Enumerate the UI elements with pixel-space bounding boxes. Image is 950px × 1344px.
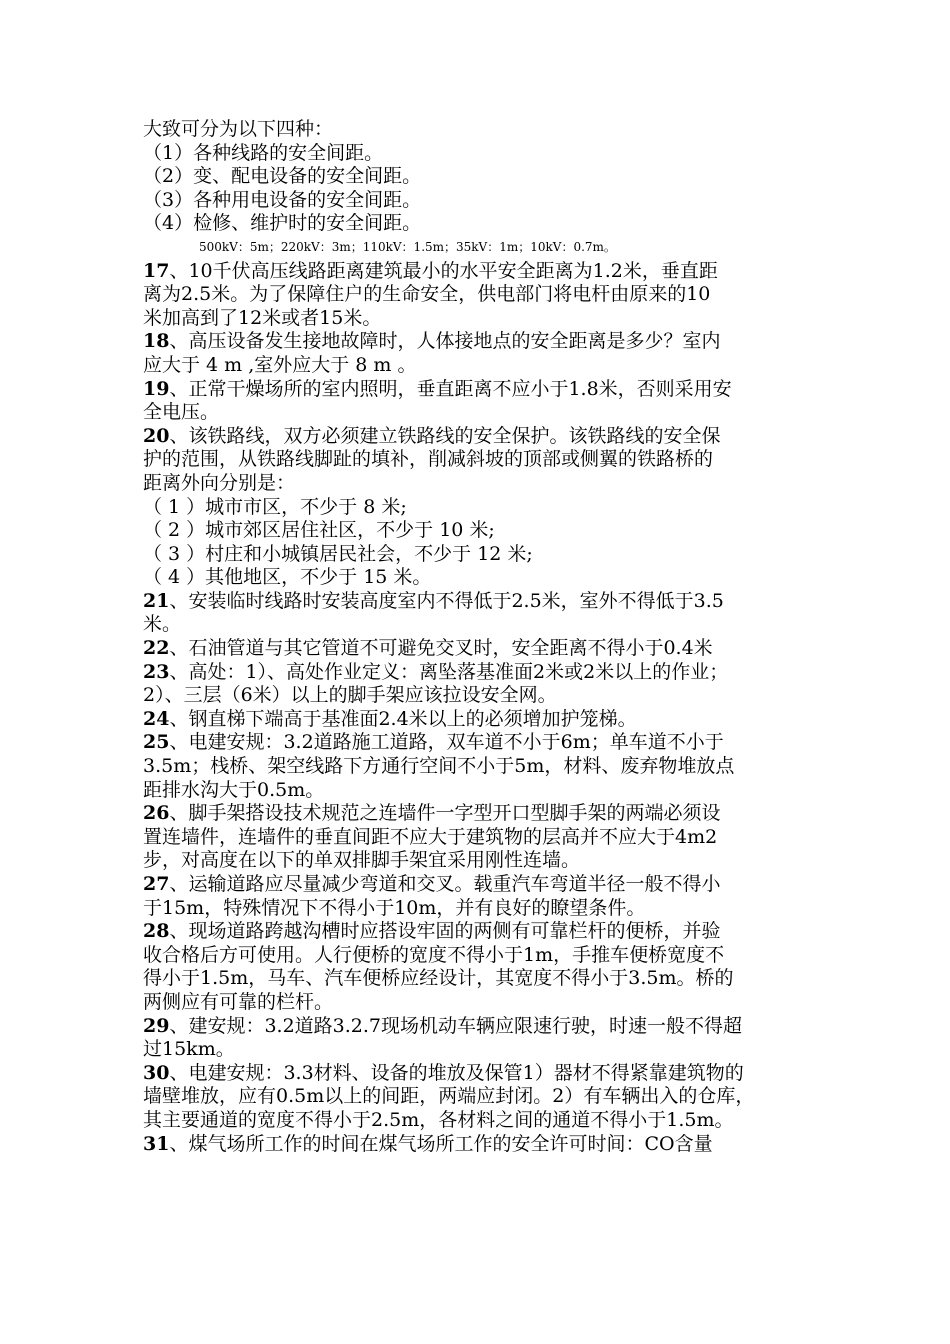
text-line [143,944,813,968]
text-line [143,684,813,708]
text-line [143,236,813,260]
line-text: 米。 [143,613,182,636]
line-text: 、电建安规：3.3材料、设备的堆放及保管1）器材不得紧靠建筑物的 [169,1061,744,1084]
text-line [143,566,813,590]
line-text: （ 4 ）其他地区，不少于 15 米。 [143,566,432,589]
line-text: （ 2 ）城市郊区居住社区，不少于 10 米; [143,519,495,542]
line-text: 全电压。 [143,401,220,424]
text-line [143,897,813,921]
text-line [143,1085,813,1109]
text-line [143,330,813,354]
line-text: 置连墙件，连墙件的垂直间距不应大于建筑物的层高并不应大于4m2 [143,825,718,848]
line-text: 、现场道路跨越沟槽时应搭设牢固的两侧有可靠栏杆的便桥，并验 [169,920,721,943]
line-text: 、石油管道与其它管道不可避免交叉时，安全距离不得小于0.4米 [169,637,713,660]
line-text: 、正常干燥场所的室内照明，垂直距离不应小于1.8米，否则采用安 [169,377,732,400]
line-text: 米加高到了12米或者15米。 [143,306,382,329]
text-line [143,543,813,567]
item-number: 29 [143,1014,170,1037]
item-number: 22 [143,637,170,660]
line-text: 、煤气场所工作的时间在煤气场所工作的安全许可时间：CO含量 [169,1132,713,1155]
item-number: 25 [143,731,170,754]
line-text: 500kV：5m；220kV：3m；110kV：1.5m；35kV：1m；10kV：0.7m。 [199,239,616,254]
item-number: 20 [143,424,170,447]
line-text: 两侧应有可靠的栏杆。 [143,990,334,1013]
line-text: 距离外向分别是： [143,471,296,494]
line-text: 其主要通道的宽度不得小于2.5m，各材料之间的通道不得小于1.5m。 [143,1108,734,1131]
item-number: 31 [143,1132,170,1155]
text-line [143,448,813,472]
line-text: 、运输道路应尽量减少弯道和交叉。载重汽车弯道半径一般不得小 [169,873,721,895]
line-text: （ 3 ）村庄和小城镇居民社会，不少于 12 米; [143,542,533,565]
line-text: 离为2.5米。为了保障住户的生命安全，供电部门将电杆由原来的10 [143,283,711,306]
text-line [143,991,813,1015]
line-text: 、高压设备发生接地故障时，人体接地点的安全距离是多少？室内 [169,330,721,353]
text-line [143,212,813,236]
text-line [143,189,813,213]
line-text: （ 1 ）城市市区，不少于 8 米; [143,495,407,518]
line-text: （3）各种用电设备的安全间距。 [143,188,422,211]
item-number: 21 [143,589,170,612]
line-text: 、钢直梯下端高于基准面2.4米以上的必须增加护笼梯。 [169,707,637,730]
item-number: 24 [143,707,170,730]
text-line [143,378,813,402]
text-line [143,731,813,755]
text-line [143,613,813,637]
text-line [143,826,813,850]
line-text: 护的范围，从铁路线脚趾的填补，削减斜坡的顶部或侧翼的铁路桥的 [143,448,714,471]
line-text: 3.5m；栈桥、架空线路下方通行空间不小于5m，材料、废弃物堆放点 [143,755,735,778]
text-line [143,1038,813,1062]
item-number: 23 [143,660,170,683]
text-line [143,920,813,944]
text-line [143,118,813,142]
text-line [143,755,813,779]
document-page [143,118,813,1156]
line-text: 、电建安规：3.2道路施工道路，双车道不小于6m；单车道不小于 [169,731,724,754]
line-text: 过15km。 [143,1038,235,1061]
text-line [143,779,813,803]
text-line [143,1015,813,1039]
item-number: 19 [143,377,170,400]
text-line [143,425,813,449]
text-line [143,708,813,732]
text-line [143,661,813,685]
text-line [143,472,813,496]
item-number: 28 [143,920,170,943]
line-text: 距排水沟大于0.5m。 [143,778,325,801]
line-text: 、高处：1）、高处作业定义：离坠落基准面2米或2米以上的作业； [169,660,729,683]
line-text: 应大于 4 m ,室外应大于 8 m 。 [143,353,417,376]
text-line [143,354,813,378]
text-line [143,260,813,284]
text-line [143,590,813,614]
line-text: （1）各种线路的安全间距。 [143,141,384,164]
line-text: 、该铁路线，双方必须建立铁路线的安全保护。该铁路线的安全保 [169,424,721,447]
text-line [143,1062,813,1086]
line-text: 墙壁堆放，应有0.5m以上的间距，两端应封闭。2）有车辆出入的仓库， [143,1085,755,1108]
text-line [143,802,813,826]
text-line [143,1133,813,1157]
text-line [143,283,813,307]
item-number: 27 [143,873,170,895]
text-line [143,967,813,991]
text-line [143,307,813,331]
line-text: 、建安规：3.2道路3.2.7现场机动车辆应限速行驶，时速一般不得超 [169,1014,743,1037]
text-line [143,142,813,166]
line-text: （2）变、配电设备的安全间距。 [143,165,422,188]
text-line [143,873,813,897]
line-text: 、安装临时线路时安装高度室内不得低于2.5米，室外不得低于3.5 [169,589,724,612]
line-text: （4）检修、维护时的安全间距。 [143,212,422,235]
text-line [143,165,813,189]
line-text: 大致可分为以下四种： [143,118,334,140]
line-text: 、脚手架搭设技术规范之连墙件一字型开口型脚手架的两端必须设 [169,802,721,825]
line-text: 于15m，特殊情况下不得小于10m，并有良好的瞭望条件。 [143,896,646,919]
text-line [143,401,813,425]
line-text: 2）、三层（6米）以上的脚手架应该拉设安全网。 [143,684,557,707]
line-text: 收合格后方可使用。人行便桥的宽度不得小于1m，手推车便桥宽度不 [143,943,725,966]
text-line [143,637,813,661]
line-text: 、10千伏高压线路距离建筑最小的水平安全距离为1.2米，垂直距 [169,259,718,282]
item-number: 18 [143,330,170,353]
item-number: 26 [143,802,170,825]
text-line [143,496,813,520]
text-line [143,519,813,543]
item-number: 17 [143,259,170,282]
text-line [143,1109,813,1133]
item-number: 30 [143,1061,170,1084]
text-line [143,849,813,873]
line-text: 得小于1.5m，马车、汽车便桥应经设计，其宽度不得小于3.5m。桥的 [143,967,734,990]
line-text: 步，对高度在以下的单双排脚手架宜采用刚性连墙。 [143,849,581,872]
